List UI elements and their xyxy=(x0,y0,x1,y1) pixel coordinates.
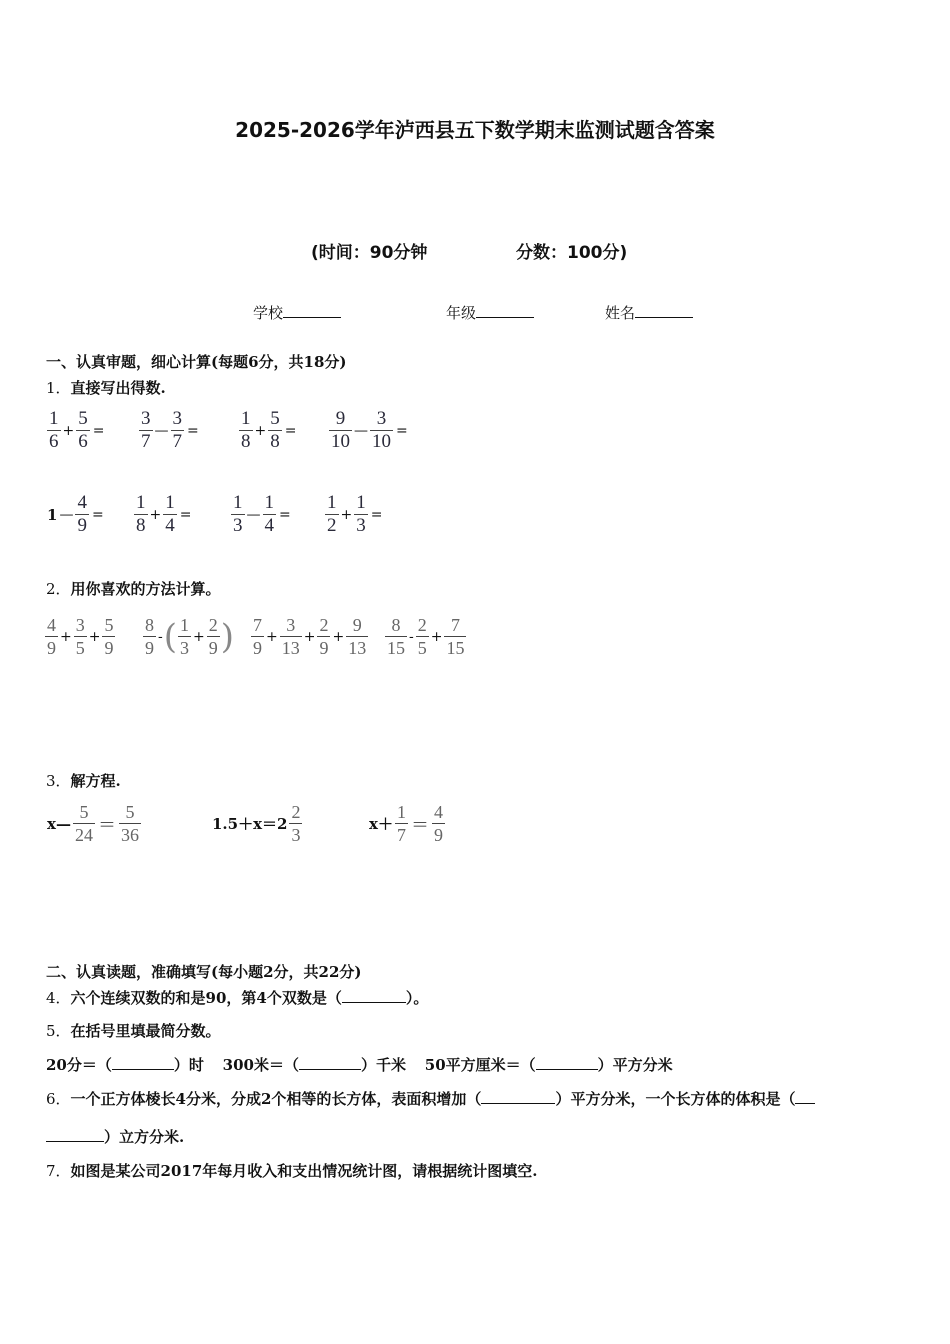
operator: — xyxy=(246,506,261,523)
q6-volume-blank-start[interactable] xyxy=(795,1089,815,1104)
fraction: 5 36 xyxy=(120,802,139,845)
fraction: 4 9 xyxy=(47,615,56,658)
equals-sign: = xyxy=(187,422,199,439)
operator: + xyxy=(88,628,101,645)
q1-item-8 xyxy=(324,492,382,537)
q6-text-mid: ）平方分米，一个长方体的体积是（ xyxy=(555,1090,796,1108)
operator: + xyxy=(266,628,278,645)
q5c-text: 50平方厘米＝（ xyxy=(424,1056,536,1074)
name-blank[interactable] xyxy=(635,303,693,318)
fraction: 7 9 xyxy=(253,615,262,658)
q7-text: 如图是某公司2017年每月收入和支出情况统计图，请根据统计图填空. xyxy=(70,1162,538,1180)
equation-lead: x— xyxy=(47,814,71,833)
q2-expression-1 xyxy=(44,614,116,659)
equals-sign: = xyxy=(92,422,105,439)
right-paren: ) xyxy=(220,616,234,657)
equals-sign: = xyxy=(179,506,192,523)
fraction: 1 4 xyxy=(264,492,274,536)
grade-blank[interactable] xyxy=(476,303,534,318)
fraction: 3 5 xyxy=(75,615,85,658)
left-paren: ( xyxy=(163,616,177,657)
fraction: 2 9 xyxy=(319,615,329,658)
fraction: 1 3 xyxy=(356,492,366,536)
q1-text: 直接写出得数. xyxy=(70,379,166,397)
fraction: 3 10 xyxy=(372,408,391,452)
equals-sign: = xyxy=(396,422,408,439)
fraction: 1 8 xyxy=(136,492,146,536)
operator: + xyxy=(332,628,345,645)
q6-text: 一个正方体棱长4分米，分成2个相等的长方体，表面积增加（ xyxy=(70,1090,482,1108)
q5c-blank[interactable] xyxy=(536,1055,598,1070)
equals-sign: ＝ xyxy=(410,814,429,836)
name-field xyxy=(605,302,693,323)
name-label: 姓名 xyxy=(605,304,636,322)
operator: - xyxy=(409,628,414,645)
operator: + xyxy=(193,628,205,645)
q4-text-end: ）。 xyxy=(405,989,429,1007)
operator: — xyxy=(59,506,74,523)
fraction: 2 3 xyxy=(291,802,301,845)
fraction: 2 9 xyxy=(208,615,218,658)
q3-prompt xyxy=(46,770,121,791)
q1-item-2 xyxy=(138,408,199,453)
fraction: 1 3 xyxy=(180,615,189,658)
q2-expression-2 xyxy=(142,614,234,659)
q1-item-3 xyxy=(238,408,296,453)
q3-equation-3 xyxy=(368,801,446,846)
q2-prompt xyxy=(46,578,221,599)
q2-number: 2． xyxy=(46,580,71,598)
fraction: 3 13 xyxy=(281,615,300,658)
fraction: 5 8 xyxy=(270,408,280,452)
operator: + xyxy=(254,422,267,439)
fraction: 4 9 xyxy=(433,802,443,845)
q4-answer-blank[interactable] xyxy=(342,988,406,1003)
operator: + xyxy=(430,628,443,645)
equation-lead: x＋ xyxy=(369,815,393,833)
operator: + xyxy=(62,422,75,439)
fraction: 5 9 xyxy=(104,615,114,658)
fraction: 5 24 xyxy=(74,802,93,845)
exam-score: 分数：100分) xyxy=(516,243,628,263)
q2-text: 用你喜欢的方法计算。 xyxy=(70,580,221,598)
fraction: 1 8 xyxy=(241,408,251,452)
q1-item-7 xyxy=(230,492,291,537)
operator: — xyxy=(154,422,169,439)
operator: + xyxy=(303,628,316,645)
fraction: 9 10 xyxy=(331,408,350,452)
q1-item-5 xyxy=(46,492,104,537)
equals-sign: ＝ xyxy=(97,814,116,836)
fraction: 5 6 xyxy=(78,408,88,452)
fraction: 3 7 xyxy=(172,408,182,452)
q5b-unit: ）千米 xyxy=(360,1056,406,1074)
q1-prompt xyxy=(46,377,166,398)
school-field xyxy=(253,302,341,323)
q4-text: 六个连续双数的和是90，第4个双数是（ xyxy=(70,989,342,1007)
q5b-text: 300米＝（ xyxy=(222,1056,299,1074)
q6-area-blank[interactable] xyxy=(481,1089,555,1104)
equals-sign: = xyxy=(284,422,297,439)
q5-text: 在括号里填最简分数。 xyxy=(70,1022,221,1040)
exam-time: (时间：90分钟 xyxy=(311,243,428,263)
page-title: 2025-2026学年泸西县五下数学期末监测试题含答案 xyxy=(235,118,715,142)
q1-item-1 xyxy=(46,408,104,453)
grade-label: 年级 xyxy=(446,304,477,322)
q2-expression-3 xyxy=(250,614,369,659)
q5-number: 5． xyxy=(46,1022,71,1040)
q3-text: 解方程. xyxy=(70,772,121,790)
fraction: 4 9 xyxy=(77,492,87,536)
q5-prompt xyxy=(46,1020,221,1041)
school-blank[interactable] xyxy=(283,303,341,318)
section1-heading: 一、认真审题，细心计算(每题6分，共18分) xyxy=(46,353,347,371)
equals-sign: = xyxy=(279,506,291,523)
q7-prompt xyxy=(46,1160,538,1181)
q3-number: 3． xyxy=(46,772,71,790)
q5-line xyxy=(46,1054,673,1075)
fraction: 3 7 xyxy=(141,408,151,452)
section2-heading: 二、认真读题，准确填写(每小题2分，共22分) xyxy=(46,963,362,981)
q5a-text: 20分＝（ xyxy=(46,1056,112,1074)
q3-equation-1 xyxy=(46,801,142,846)
operator: + xyxy=(149,506,162,523)
operator: + xyxy=(60,628,72,645)
q6-line1 xyxy=(46,1088,815,1109)
q1-item-6 xyxy=(133,492,191,537)
q4-number: 4． xyxy=(46,989,71,1007)
q1-item-4 xyxy=(328,408,408,453)
fraction: 7 15 xyxy=(446,615,465,658)
school-label: 学校 xyxy=(253,304,284,322)
fraction: 8 15 xyxy=(387,615,405,658)
fraction: 8 9 xyxy=(145,615,154,658)
fraction: 1 6 xyxy=(49,408,59,452)
q4 xyxy=(46,987,428,1008)
q5b-blank[interactable] xyxy=(299,1055,361,1070)
fraction: 1 4 xyxy=(165,492,175,536)
equals-sign: = xyxy=(370,506,383,523)
whole-number: 1 xyxy=(47,505,58,524)
fraction: 2 5 xyxy=(417,615,427,658)
equals-sign: = xyxy=(91,506,104,523)
operator: + xyxy=(340,506,353,523)
q5a-blank[interactable] xyxy=(112,1055,174,1070)
q1-number: 1． xyxy=(46,379,71,397)
q6-text-end: ）立方分米. xyxy=(104,1128,185,1146)
operator: — xyxy=(354,422,368,439)
fraction: 9 13 xyxy=(348,615,367,658)
q3-equation-2 xyxy=(211,801,303,846)
fraction: 1 2 xyxy=(327,492,337,536)
q7-number: 7． xyxy=(46,1162,71,1180)
fraction: 1 7 xyxy=(396,802,406,845)
q6-number: 6． xyxy=(46,1090,71,1108)
q6-line2 xyxy=(46,1126,184,1147)
q5a-unit: ）时 xyxy=(173,1056,204,1074)
q2-expression-4 xyxy=(384,614,467,659)
equation-lead: 1.5＋x＝2 xyxy=(212,815,288,833)
q5c-unit: ）平方分米 xyxy=(597,1056,673,1074)
grade-field xyxy=(446,302,534,323)
operator: - xyxy=(158,628,163,645)
q6-volume-blank[interactable] xyxy=(46,1127,104,1142)
fraction: 1 3 xyxy=(233,492,243,536)
